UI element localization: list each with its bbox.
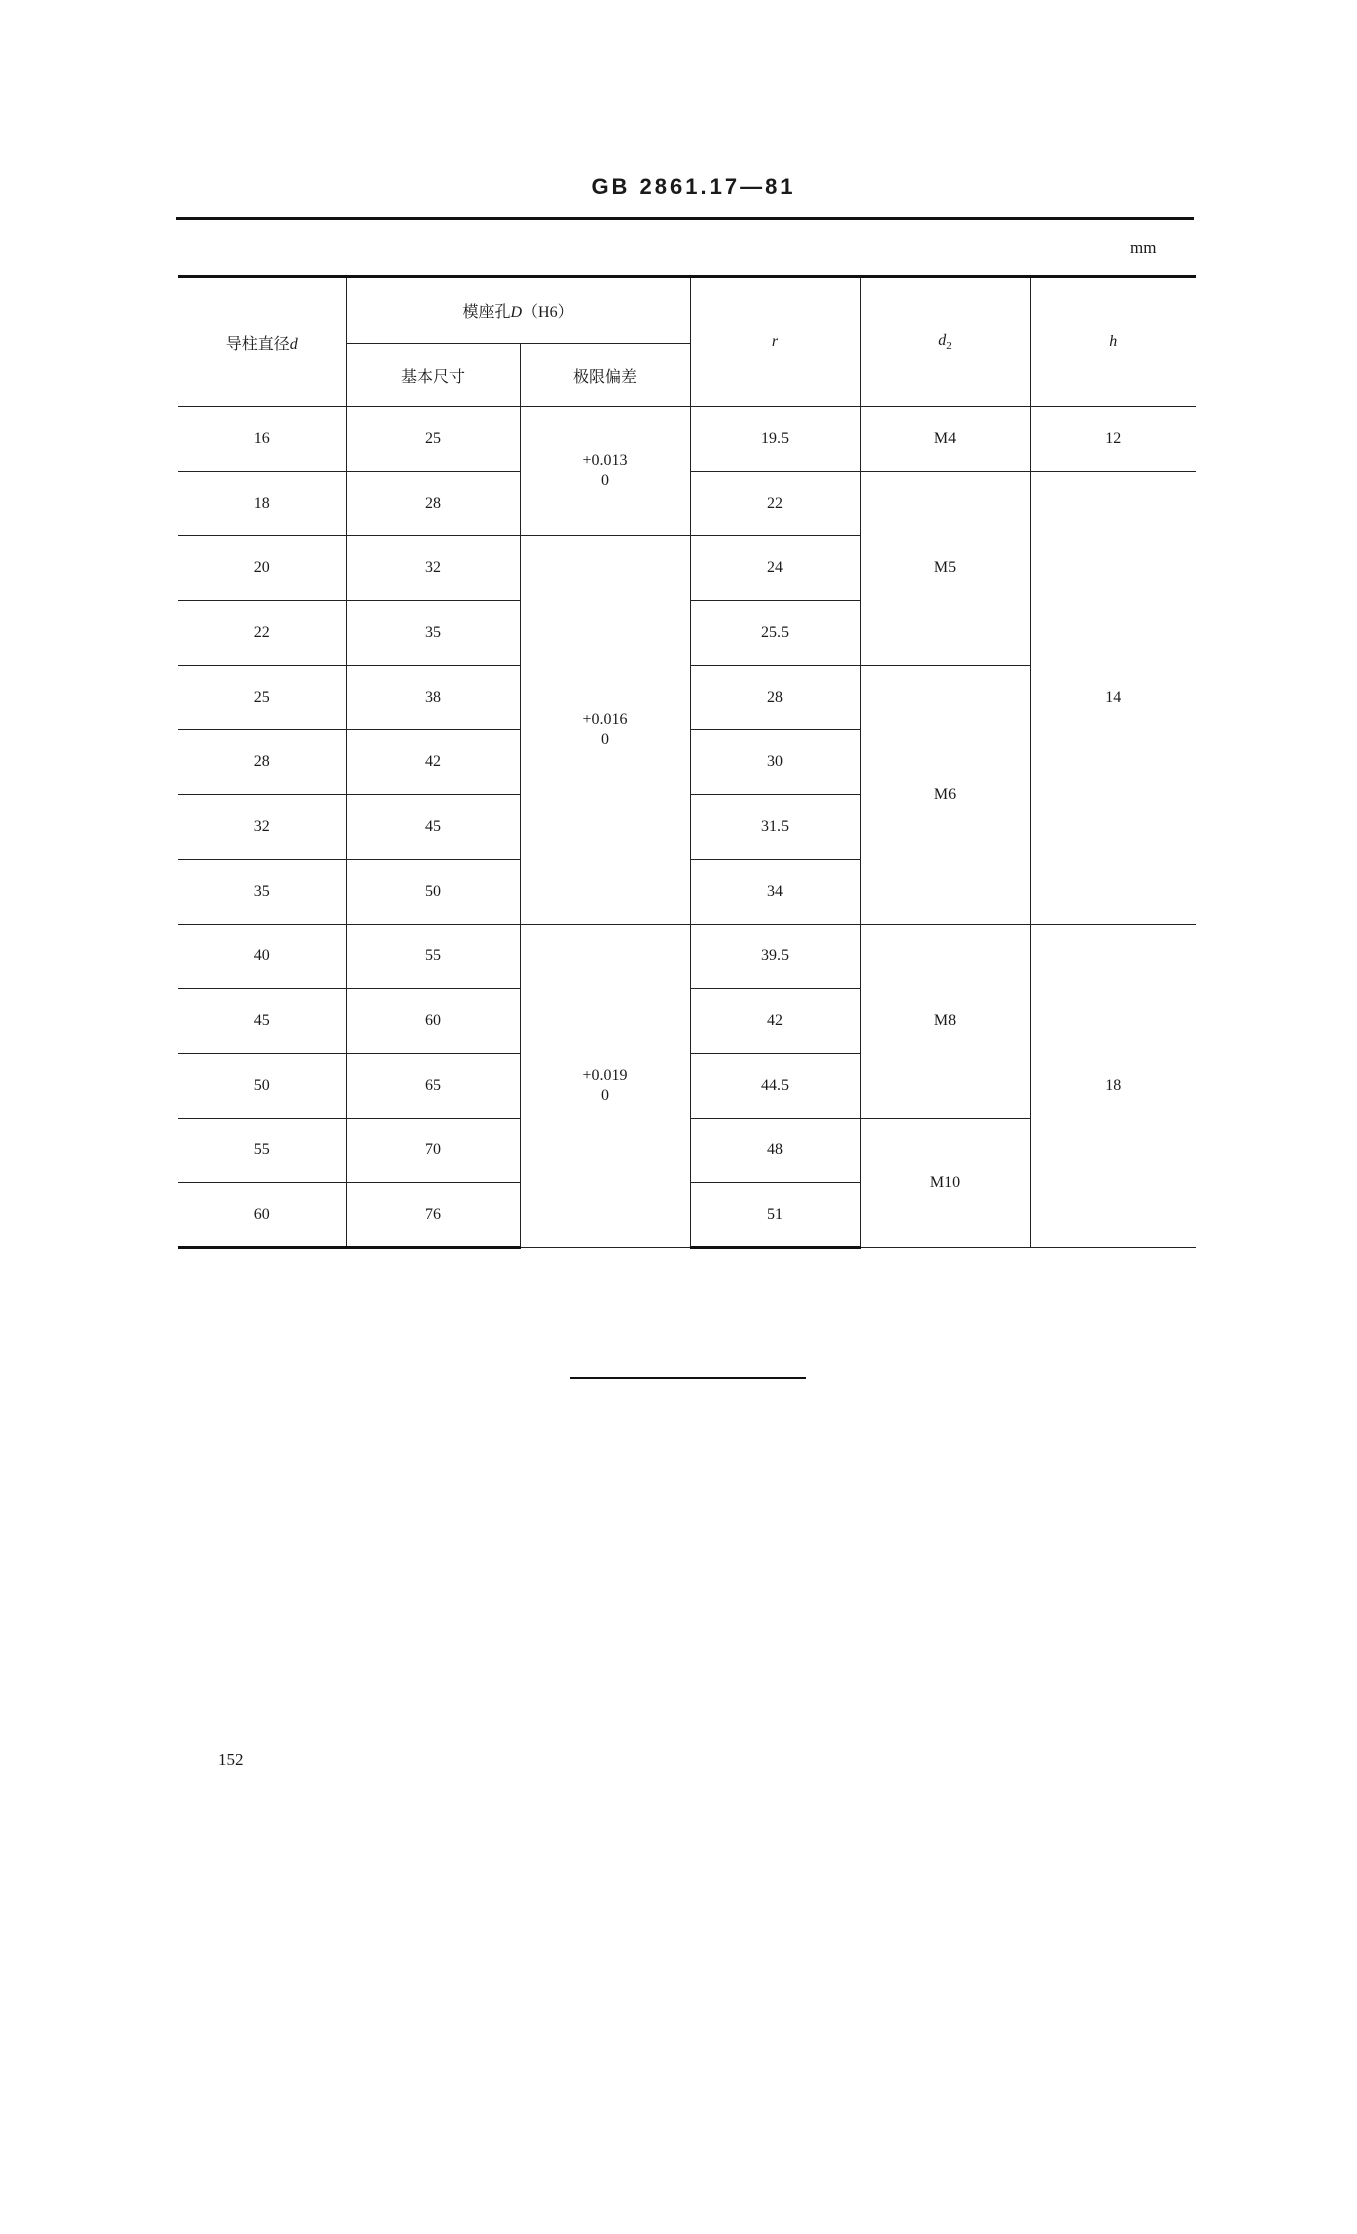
cell-h: 14 <box>1030 471 1196 924</box>
table-header-row <box>178 277 1196 344</box>
cell-d2: M4 <box>860 407 1030 472</box>
cell-r: 25.5 <box>690 601 860 666</box>
cell-tolerance: +0.013 0 <box>520 407 690 536</box>
cell-tolerance: +0.019 0 <box>520 924 690 1247</box>
cell-basic-size: 70 <box>346 1118 520 1183</box>
cell-d: 32 <box>178 795 346 860</box>
cell-d: 40 <box>178 924 346 989</box>
cell-r: 22 <box>690 471 860 536</box>
unit-label: mm <box>1130 238 1157 257</box>
cell-r: 48 <box>690 1118 860 1183</box>
cell-basic-size: 76 <box>346 1183 520 1248</box>
cell-basic-size: 50 <box>346 859 520 924</box>
cell-basic-size: 65 <box>346 1053 520 1118</box>
cell-tolerance: +0.016 0 <box>520 536 690 924</box>
cell-d: 20 <box>178 536 346 601</box>
cell-d: 22 <box>178 601 346 666</box>
page-number: 152 <box>218 1750 244 1769</box>
cell-r: 44.5 <box>690 1053 860 1118</box>
cell-basic-size: 60 <box>346 989 520 1054</box>
cell-r: 31.5 <box>690 795 860 860</box>
header-guide-diameter: 导柱直径d <box>178 277 346 407</box>
header-limit-deviation: 极限偏差 <box>520 344 690 407</box>
header-die-hole: 模座孔D（H6） <box>346 277 690 344</box>
cell-r: 19.5 <box>690 407 860 472</box>
cell-d2: M5 <box>860 471 1030 665</box>
cell-r: 42 <box>690 989 860 1054</box>
cell-r: 34 <box>690 859 860 924</box>
header-d2: $d_2$ <box>860 277 1030 407</box>
cell-d: 60 <box>178 1183 346 1248</box>
header-h: h <box>1030 277 1196 407</box>
cell-r: 24 <box>690 536 860 601</box>
cell-basic-size: 35 <box>346 601 520 666</box>
cell-basic-size: 42 <box>346 730 520 795</box>
cell-d: 25 <box>178 665 346 730</box>
cell-basic-size: 55 <box>346 924 520 989</box>
cell-basic-size: 45 <box>346 795 520 860</box>
header-rule <box>176 217 1194 220</box>
cell-basic-size: 25 <box>346 407 520 472</box>
cell-r: 39.5 <box>690 924 860 989</box>
cell-d2: M10 <box>860 1118 1030 1247</box>
cell-r: 28 <box>690 665 860 730</box>
table-row <box>178 407 1196 472</box>
cell-d: 50 <box>178 1053 346 1118</box>
table-row <box>178 924 1196 989</box>
cell-d: 35 <box>178 859 346 924</box>
cell-d2: M6 <box>860 665 1030 924</box>
header-r: r <box>690 277 860 407</box>
cell-d: 18 <box>178 471 346 536</box>
cell-d: 28 <box>178 730 346 795</box>
cell-r: 51 <box>690 1183 860 1248</box>
cell-basic-size: 28 <box>346 471 520 536</box>
cell-basic-size: 32 <box>346 536 520 601</box>
header-basic-size: 基本尺寸 <box>346 344 520 407</box>
cell-d: 45 <box>178 989 346 1054</box>
cell-h: 18 <box>1030 924 1196 1247</box>
standard-code: GB 2861.17—81 <box>591 174 796 199</box>
cell-d: 55 <box>178 1118 346 1183</box>
dimension-table <box>178 275 1196 1249</box>
cell-r: 30 <box>690 730 860 795</box>
cell-d2: M8 <box>860 924 1030 1118</box>
cell-d: 16 <box>178 407 346 472</box>
cell-h: 12 <box>1030 407 1196 472</box>
cell-basic-size: 38 <box>346 665 520 730</box>
end-rule <box>570 1377 806 1379</box>
